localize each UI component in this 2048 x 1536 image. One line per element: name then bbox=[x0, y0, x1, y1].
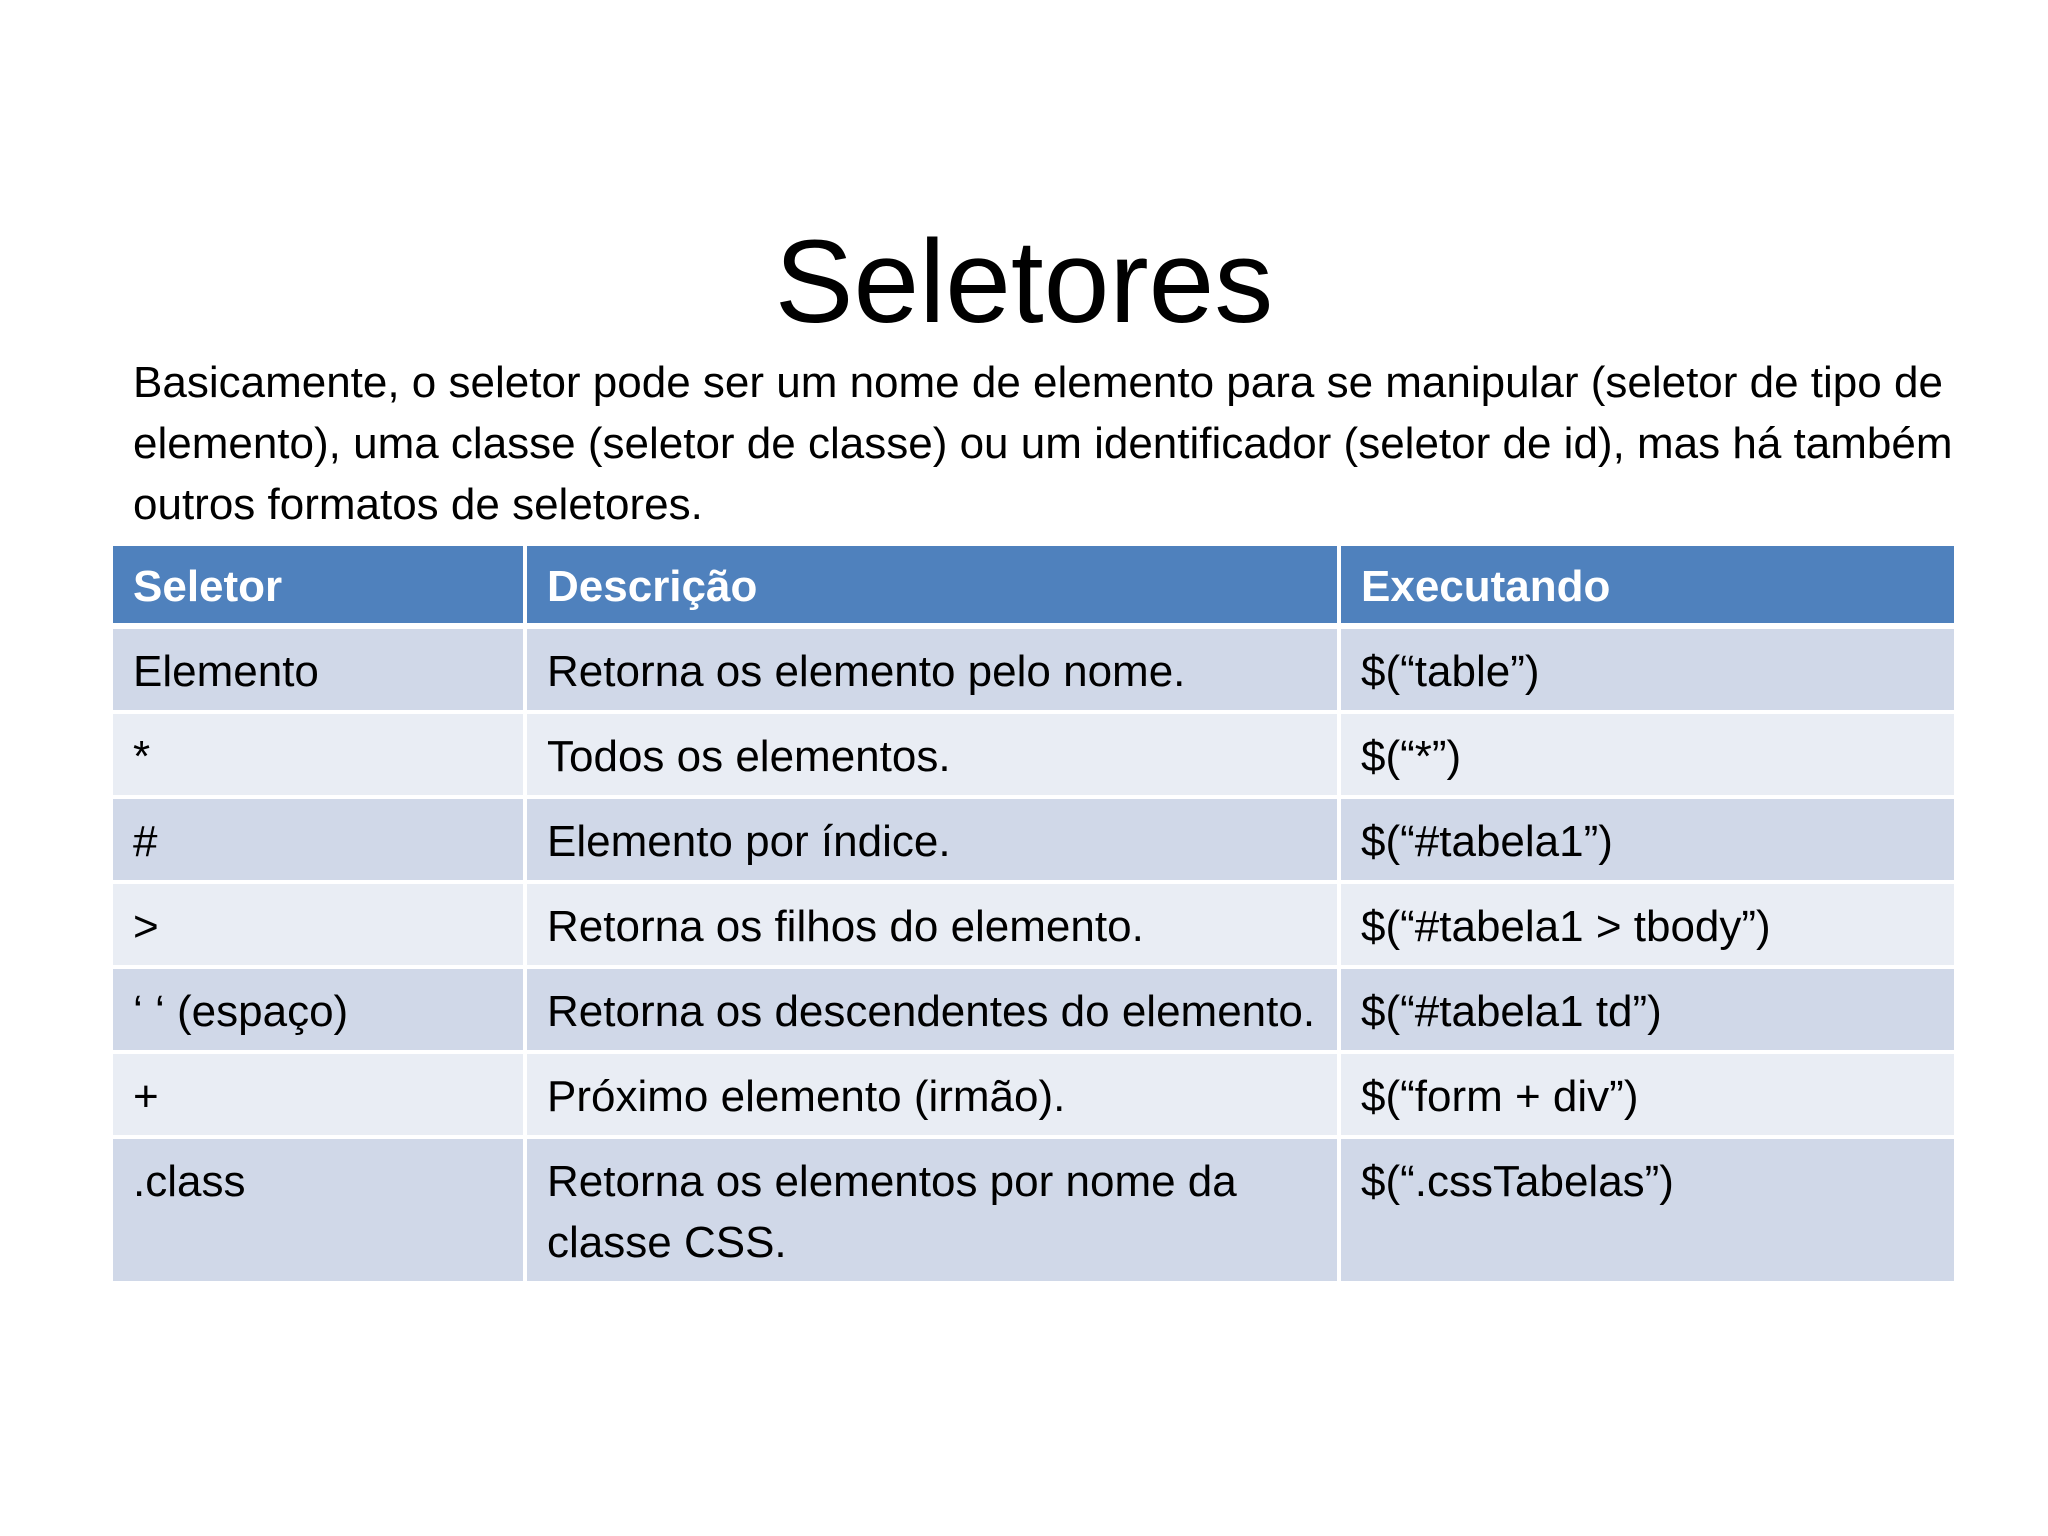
cell-seletor: # bbox=[113, 799, 527, 884]
cell-seletor: .class bbox=[113, 1139, 527, 1285]
cell-descricao: Elemento por índice. bbox=[527, 799, 1341, 884]
cell-descricao: Retorna os elementos por nome da classe CSS. bbox=[527, 1139, 1341, 1285]
cell-executando: $(“#tabela1”) bbox=[1341, 799, 1954, 884]
table-row bbox=[113, 969, 1954, 1054]
cell-executando: $(“*”) bbox=[1341, 714, 1954, 799]
intro-paragraph: Basicamente, o seletor pode ser um nome de elemento para se manipular (seletor de tipo de elemento), uma classe (seletor de classe) ou um identificador (seletor de id), mas há também outros formatos de seletores. bbox=[133, 358, 1953, 529]
header-seletor: Seletor bbox=[113, 546, 527, 629]
table-body bbox=[113, 629, 1954, 1285]
cell-descricao: Retorna os descendentes do elemento. bbox=[527, 969, 1341, 1054]
table-row bbox=[113, 1054, 1954, 1139]
cell-descricao: Próximo elemento (irmão). bbox=[527, 1054, 1341, 1139]
cell-executando: $(“table”) bbox=[1341, 629, 1954, 714]
cell-seletor: + bbox=[113, 1054, 527, 1139]
cell-executando: $(“#tabela1 > tbody”) bbox=[1341, 884, 1954, 969]
table-row bbox=[113, 714, 1954, 799]
cell-descricao: Retorna os filhos do elemento. bbox=[527, 884, 1341, 969]
cell-executando: $(“.cssTabelas”) bbox=[1341, 1139, 1954, 1285]
header-descricao: Descrição bbox=[527, 546, 1341, 629]
cell-seletor: Elemento bbox=[113, 629, 527, 714]
cell-seletor: * bbox=[113, 714, 527, 799]
header-executando: Executando bbox=[1341, 546, 1954, 629]
table-row bbox=[113, 799, 1954, 884]
table-row bbox=[113, 884, 1954, 969]
slide-title: Seletores bbox=[774, 216, 1274, 349]
selectors-table bbox=[113, 546, 1954, 1285]
cell-seletor: > bbox=[113, 884, 527, 969]
cell-executando: $(“form + div”) bbox=[1341, 1054, 1954, 1139]
cell-executando: $(“#tabela1 td”) bbox=[1341, 969, 1954, 1054]
cell-descricao: Retorna os elemento pelo nome. bbox=[527, 629, 1341, 714]
cell-seletor: ‘ ‘ (espaço) bbox=[113, 969, 527, 1054]
header-row bbox=[113, 546, 1954, 629]
table-row bbox=[113, 1139, 1954, 1285]
cell-descricao: Todos os elementos. bbox=[527, 714, 1341, 799]
table-row bbox=[113, 629, 1954, 714]
table-header bbox=[113, 546, 1954, 629]
